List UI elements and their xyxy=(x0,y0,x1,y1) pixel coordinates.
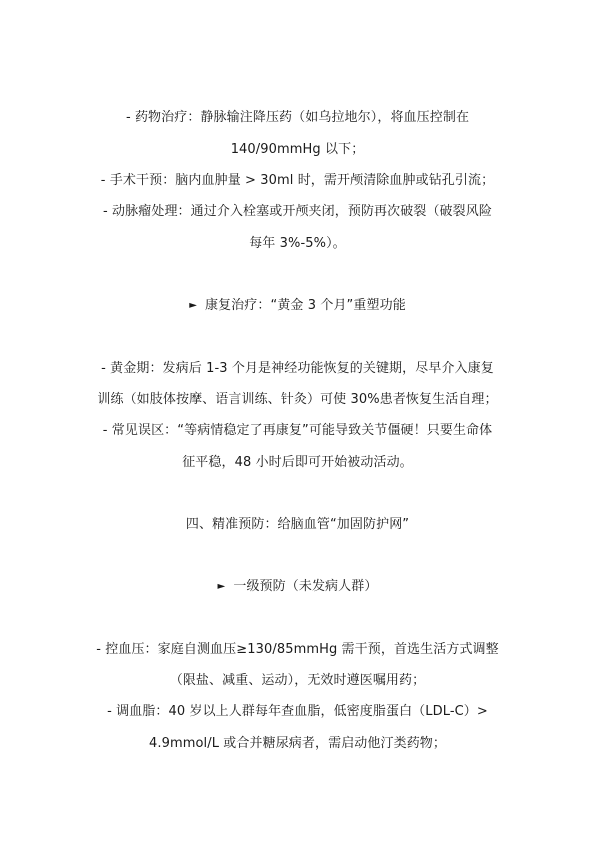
section-title: 四、精准预防：给脑血管“加固防护网” xyxy=(185,517,410,532)
blood-pressure-line-2: （限盐、减重、运动），无效时遵医嘱用药； xyxy=(169,673,426,688)
misconception-line-1: - 常见误区：“等病情稳定了再康复”可能导致关节僵硬！只要生命体 xyxy=(102,423,493,438)
aneurysm-line-1: - 动脉瘤处理：通过介入栓塞或开颅夹闭，预防再次破裂（破裂风险 xyxy=(103,204,492,219)
blood-pressure-line-1: - 控血压：家庭自测血压≥130/85mmHg 需干预，首选生活方式调整 xyxy=(96,642,499,657)
rehab-heading xyxy=(0,298,595,315)
triangle-bullet-icon: ► xyxy=(217,581,226,592)
misconception-line-2: 征平稳，48 小时后即可开始被动活动。 xyxy=(182,455,413,470)
lipid-line-2: 4.9mmol/L 或合并糖尿病者，需启动他汀类药物； xyxy=(148,736,447,751)
drug-therapy-line-1: - 药物治疗：静脉输注降压药（如乌拉地尔），将血压控制在 xyxy=(125,110,470,125)
primary-prevention-heading xyxy=(0,579,595,596)
drug-therapy-line-2: 140/90mmHg 以下； xyxy=(230,142,365,157)
primary-prevention-heading-text: 一级预防（未发病人群） xyxy=(233,579,378,594)
triangle-bullet-icon: ► xyxy=(189,300,197,311)
surgery-line-1: - 手术干预：脑内血肿量 > 30ml 时，需开颅清除血肿或钻孔引流； xyxy=(100,173,495,188)
lipid-line-1: - 调血脂：40 岁以上人群每年查血脂，低密度脂蛋白（LDL-C）> xyxy=(107,704,488,719)
golden-period-line-1: - 黄金期：发病后 1-3 个月是神经功能恢复的关键期，尽早介入康复 xyxy=(101,361,494,376)
golden-period-line-2: 训练（如肢体按摩、语言训练、针灸）可使 30%患者恢复生活自理； xyxy=(97,392,498,407)
rehab-heading-text: 康复治疗：“黄金 3 个月”重塑功能 xyxy=(204,298,406,313)
aneurysm-line-2: 每年 3%-5%）。 xyxy=(249,236,346,251)
